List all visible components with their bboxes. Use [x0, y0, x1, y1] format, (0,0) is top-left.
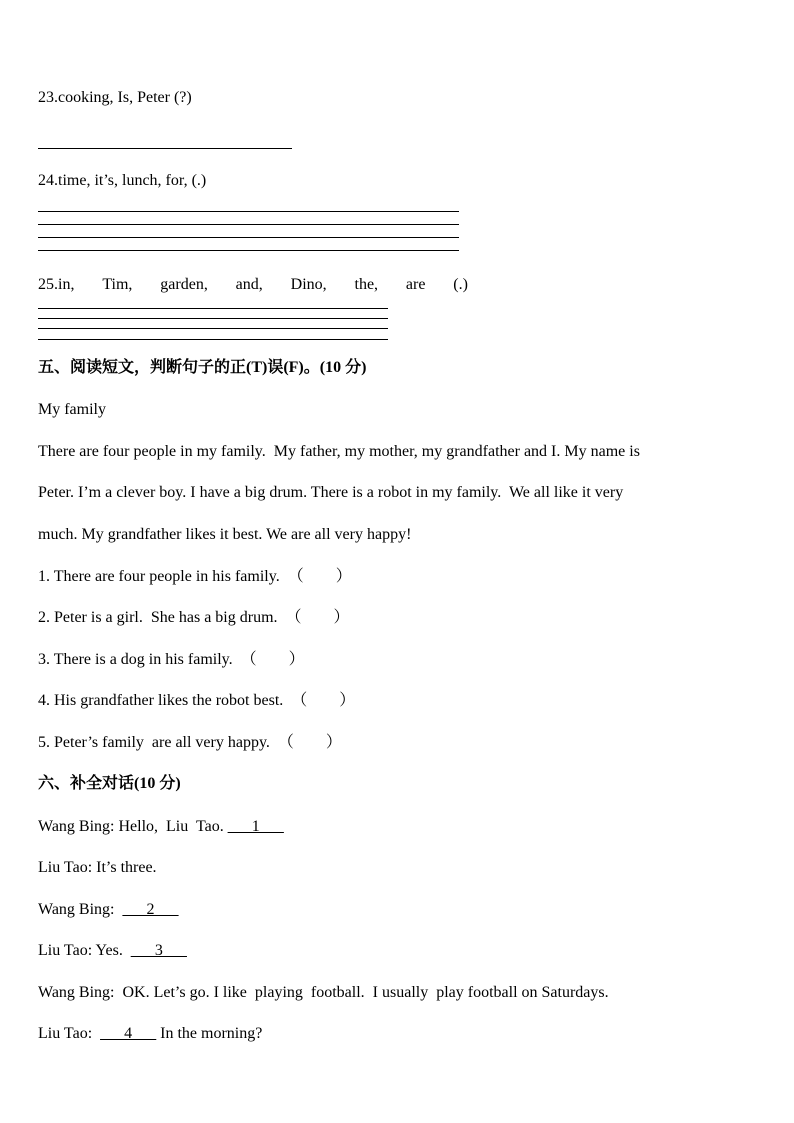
dialogue-text: Liu Tao: Yes.: [38, 942, 131, 959]
dialogue-line: [38, 1024, 262, 1044]
answer-line-24d[interactable]: [38, 250, 459, 251]
answer-line-25c[interactable]: [38, 328, 388, 329]
dialogue-text: Wang Bing:: [38, 901, 123, 918]
dialogue-line: [38, 900, 178, 920]
q25-word: Tim,: [102, 276, 133, 293]
statement-1[interactable]: 1. There are four people in his family. （ ）: [38, 568, 352, 585]
blank-3[interactable]: ___3___: [130, 942, 187, 959]
dialogue-text: In the morning?: [156, 1025, 263, 1042]
dialogue-line: [38, 983, 609, 1003]
question-25: [38, 275, 468, 295]
passage-title: My family: [38, 401, 106, 418]
q25-word: the,: [354, 276, 379, 293]
dialogue-line: [38, 817, 284, 837]
q25-word: 25.in,: [38, 276, 75, 293]
passage-line: much. My grandfather likes it best. We are all very happy!: [38, 526, 412, 543]
dialogue-text: Wang Bing: Hello, Liu Tao.: [38, 818, 228, 835]
statement-5[interactable]: 5. Peter’s family are all very happy. （ ）: [38, 734, 342, 751]
dialogue-line: [38, 858, 157, 878]
answer-line-25b[interactable]: [38, 318, 388, 319]
blank-2[interactable]: ___2___: [122, 901, 179, 918]
answer-line-25d[interactable]: [38, 339, 388, 340]
q25-word: are: [405, 276, 426, 293]
q25-word: Dino,: [290, 276, 327, 293]
answer-line-23[interactable]: [38, 148, 292, 149]
answer-line-25a[interactable]: [38, 308, 388, 309]
question-23: 23.cooking, Is, Peter (?): [38, 89, 192, 106]
passage-line: There are four people in my family. My father, my mother, my grandfather and I. My name is: [38, 443, 640, 460]
statement-3[interactable]: 3. There is a dog in his family. （ ）: [38, 651, 305, 668]
q25-word: garden,: [160, 276, 208, 293]
q25-word: and,: [235, 276, 263, 293]
blank-1[interactable]: ___1___: [227, 818, 284, 835]
answer-line-24c[interactable]: [38, 237, 459, 238]
dialogue-text: Liu Tao:: [38, 1025, 101, 1042]
statement-4[interactable]: 4. His grandfather likes the robot best. （ ）: [38, 692, 356, 709]
answer-line-24b[interactable]: [38, 224, 459, 225]
answer-line-24a[interactable]: [38, 211, 459, 212]
dialogue-text: Liu Tao: It’s three.: [38, 859, 157, 876]
dialogue-text: Wang Bing: OK. Let’s go. I like playing football. I usually play football on Saturdays.: [38, 984, 609, 1001]
section-6-heading: 六、补全对话(10 分): [38, 775, 181, 792]
section-5-heading: 五、阅读短文，判断句子的正(T)误(F)。(10 分): [38, 359, 367, 376]
q25-word: (.): [453, 276, 468, 293]
passage-line: Peter. I’m a clever boy. I have a big drum. There is a robot in my family. We all like it very: [38, 484, 624, 501]
question-24: 24.time, it’s, lunch, for, (.): [38, 172, 207, 189]
statement-2[interactable]: 2. Peter is a girl. She has a big drum. （ ）: [38, 609, 350, 626]
blank-4[interactable]: ___4___: [100, 1025, 157, 1042]
dialogue-line: [38, 941, 187, 961]
